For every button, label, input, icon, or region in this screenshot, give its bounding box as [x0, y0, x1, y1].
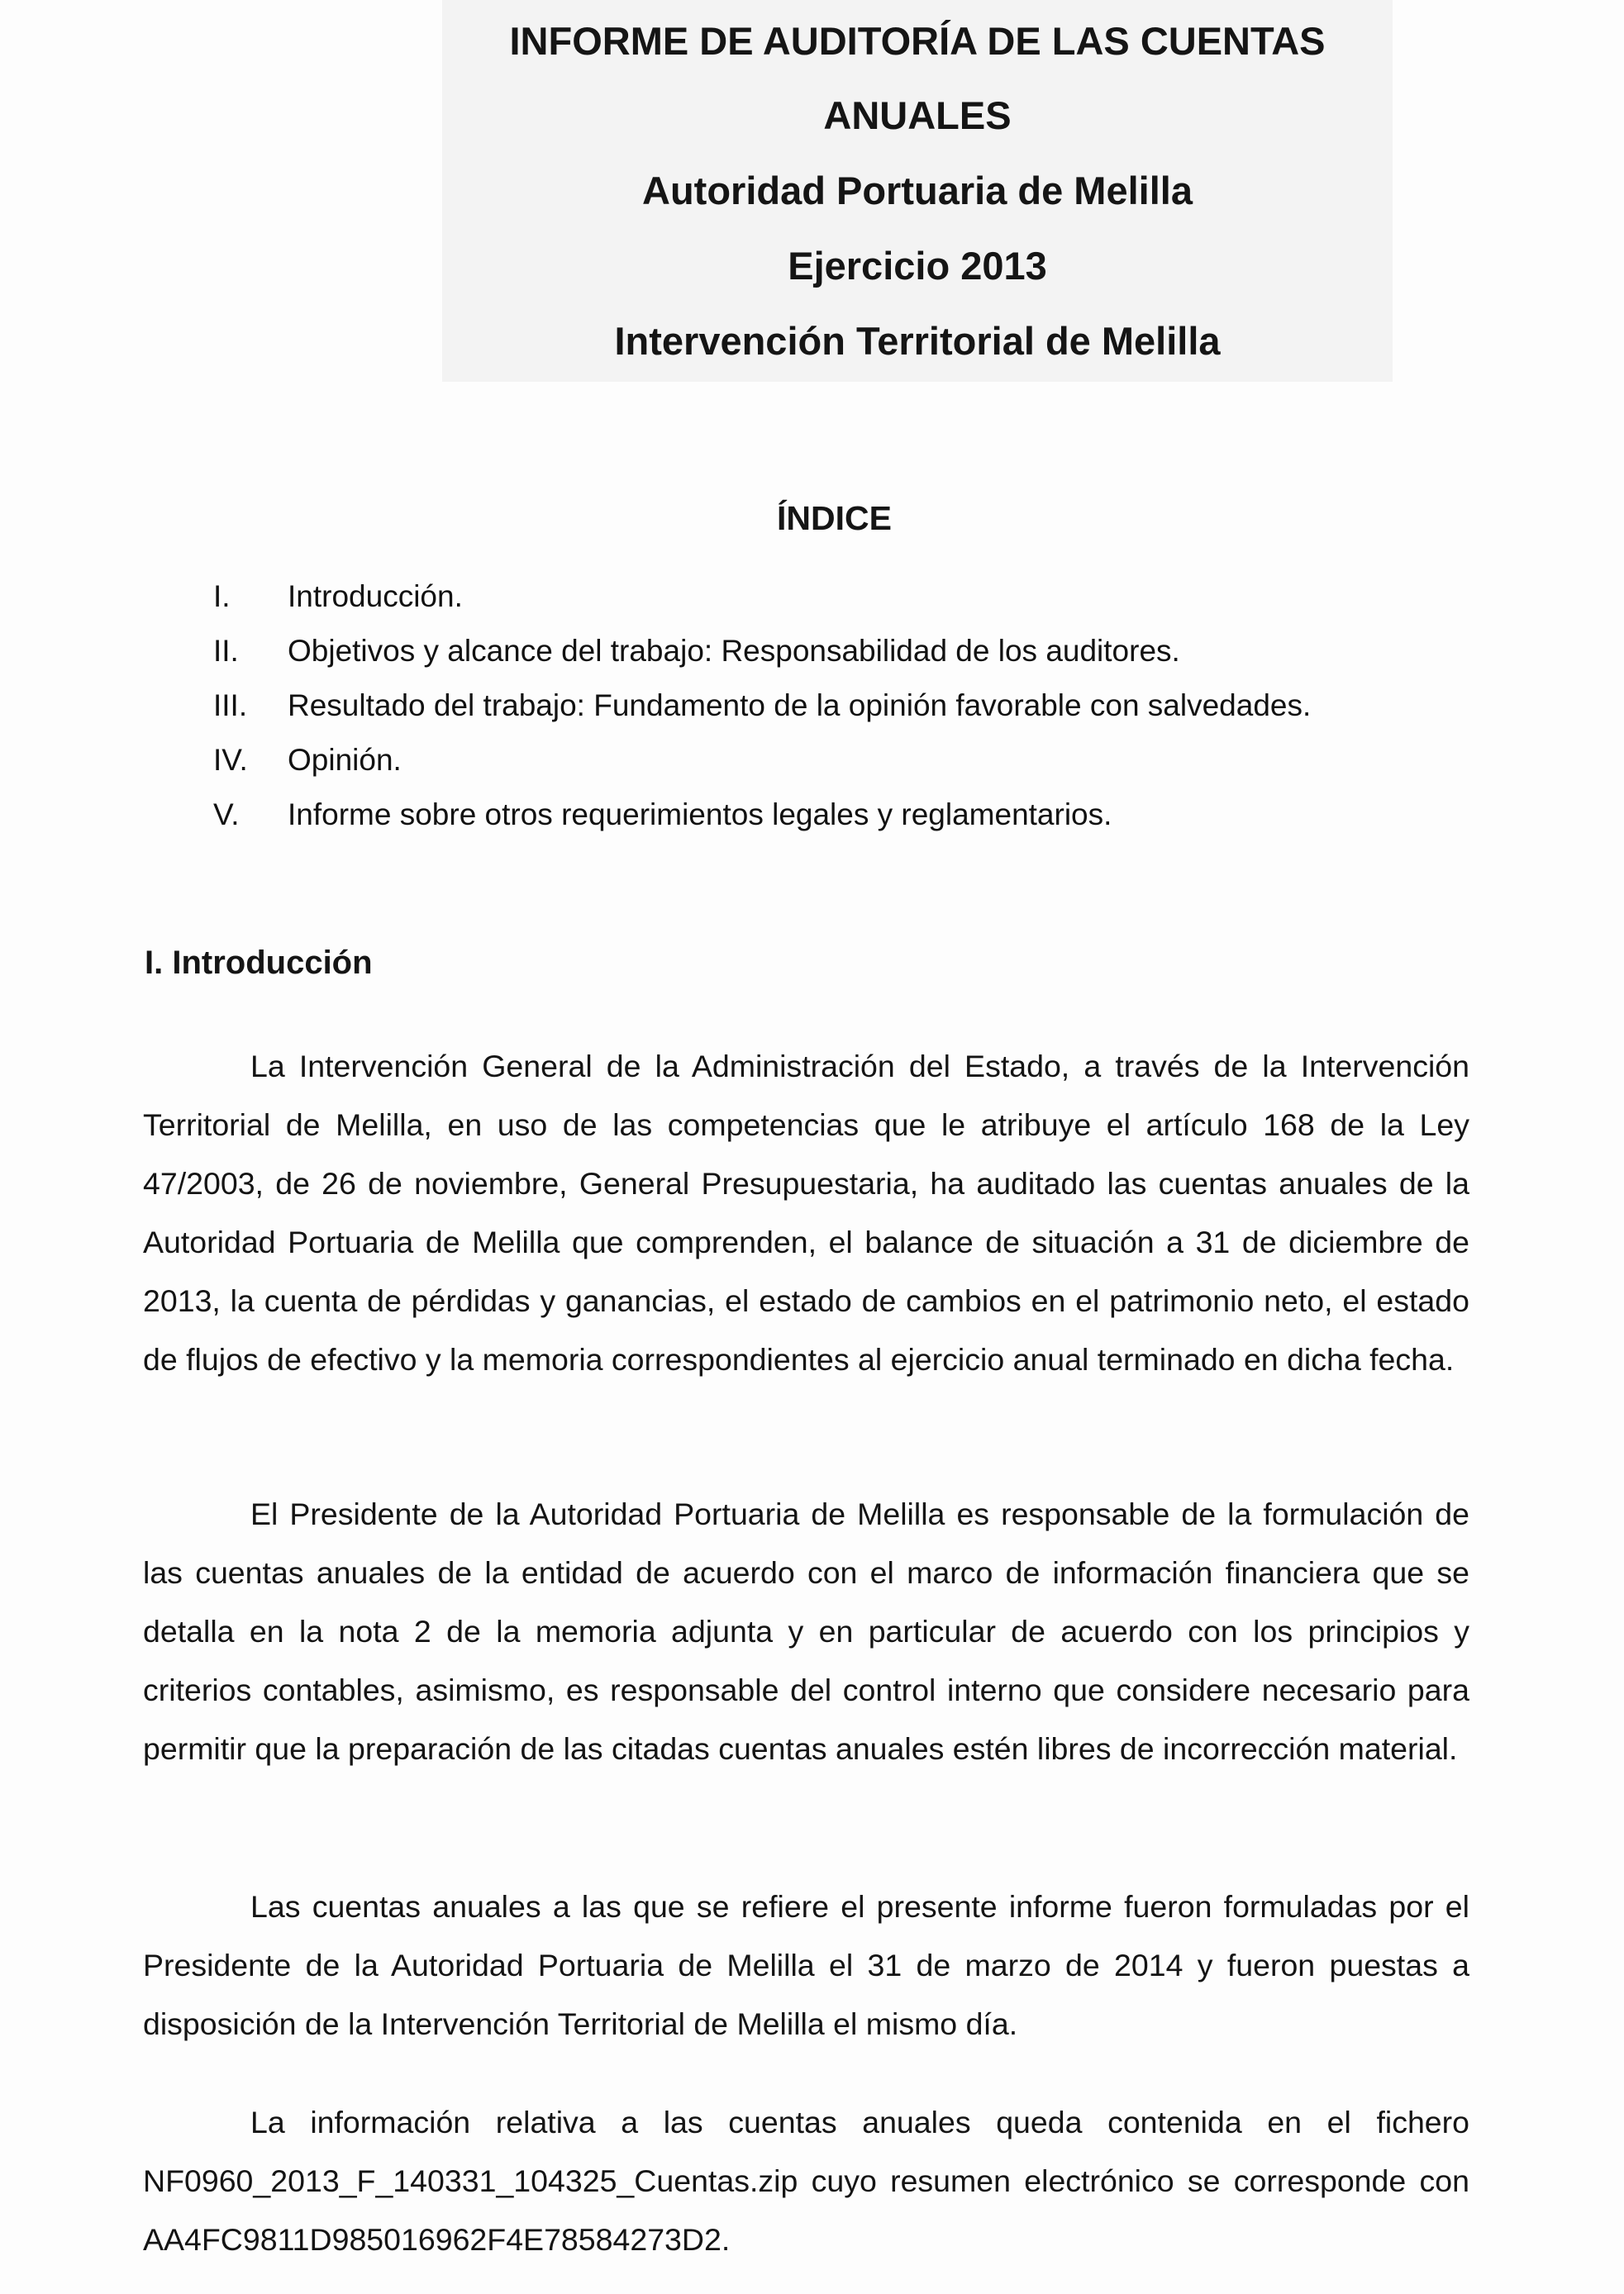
report-title-line-1: INFORME DE AUDITORÍA DE LAS CUENTAS [509, 19, 1326, 63]
paragraph-audit-scope: La Intervención General de la Administración del Estado, a través de la Intervención Territorial de Melilla, en uso de las competencias que le atribuye el artículo 168 de la Ley 47/2003, de 26 de noviembre, General Presupuestaria, ha auditado las cuentas anuales de la Autoridad Portuaria de Melilla que comprenden, el balance de situación a 31 de diciembre de 2013, la cuenta de pérdidas y ganancias, el estado de cambios en el patrimonio neto, el estado de flujos de efectivo y la memoria correspondientes al ejercicio anual terminado en dicha fecha. [143, 1049, 1469, 1377]
index-item [213, 685, 1453, 740]
index-item-text: Opinión. [288, 743, 402, 777]
index-item-number: IV. [213, 743, 248, 777]
index-item-text: Objetivos y alcance del trabajo: Responsabilidad de los auditores. [288, 634, 1180, 668]
index-item-number: III. [213, 688, 248, 722]
index-item-text: Informe sobre otros requerimientos legales y reglamentarios. [288, 797, 1112, 831]
paragraph-accounts-formulation: Las cuentas anuales a las que se refiere el presente informe fueron formuladas por el Presidente de la Autoridad Portuaria de Melilla el 31 de marzo de 2014 y fueron puestas a disposición de la Intervención Territorial de Melilla el mismo día. [143, 1889, 1469, 2041]
index-item-number: V. [213, 797, 240, 831]
report-issuer: Intervención Territorial de Melilla [614, 319, 1221, 363]
index-item-text: Resultado del trabajo: Fundamento de la opinión favorable con salvedades. [288, 688, 1312, 722]
section-heading-introduction: I. Introducción [145, 945, 373, 981]
index-item-number: II. [213, 634, 239, 668]
index-item-number: I. [213, 579, 231, 613]
index-item [213, 794, 1453, 849]
index-item [213, 740, 1453, 794]
index-item [213, 631, 1453, 685]
paragraph-president-responsibility: El Presidente de la Autoridad Portuaria de Melilla es responsable de la formulación de las cuentas anuales de la entidad de acuerdo con el marco de información financiera que se detalla en la nota 2 de la memoria adjunta y en particular de acuerdo con los principios y criterios contables, asimismo, es responsable del control interno que considere necesario para permitir que la preparación de las citadas cuentas anuales estén libres de incorrección material. [143, 1497, 1469, 1766]
index-item-text: Introducción. [288, 579, 463, 613]
report-title-line-2: ANUALES [823, 93, 1012, 137]
report-fiscal-year: Ejercicio 2013 [788, 244, 1047, 288]
index-list [213, 576, 1453, 849]
index-item [213, 576, 1453, 631]
paragraph-file-hash: La información relativa a las cuentas anuales queda contenida en el fichero NF0960_2013_F_140331_104325_Cuentas.zip cuyo resumen electrónico se corresponde con AA4FC9811D985016962F4E78584273D2. [143, 2105, 1469, 2257]
index-heading: ÍNDICE [777, 499, 892, 537]
report-entity: Autoridad Portuaria de Melilla [642, 169, 1193, 212]
